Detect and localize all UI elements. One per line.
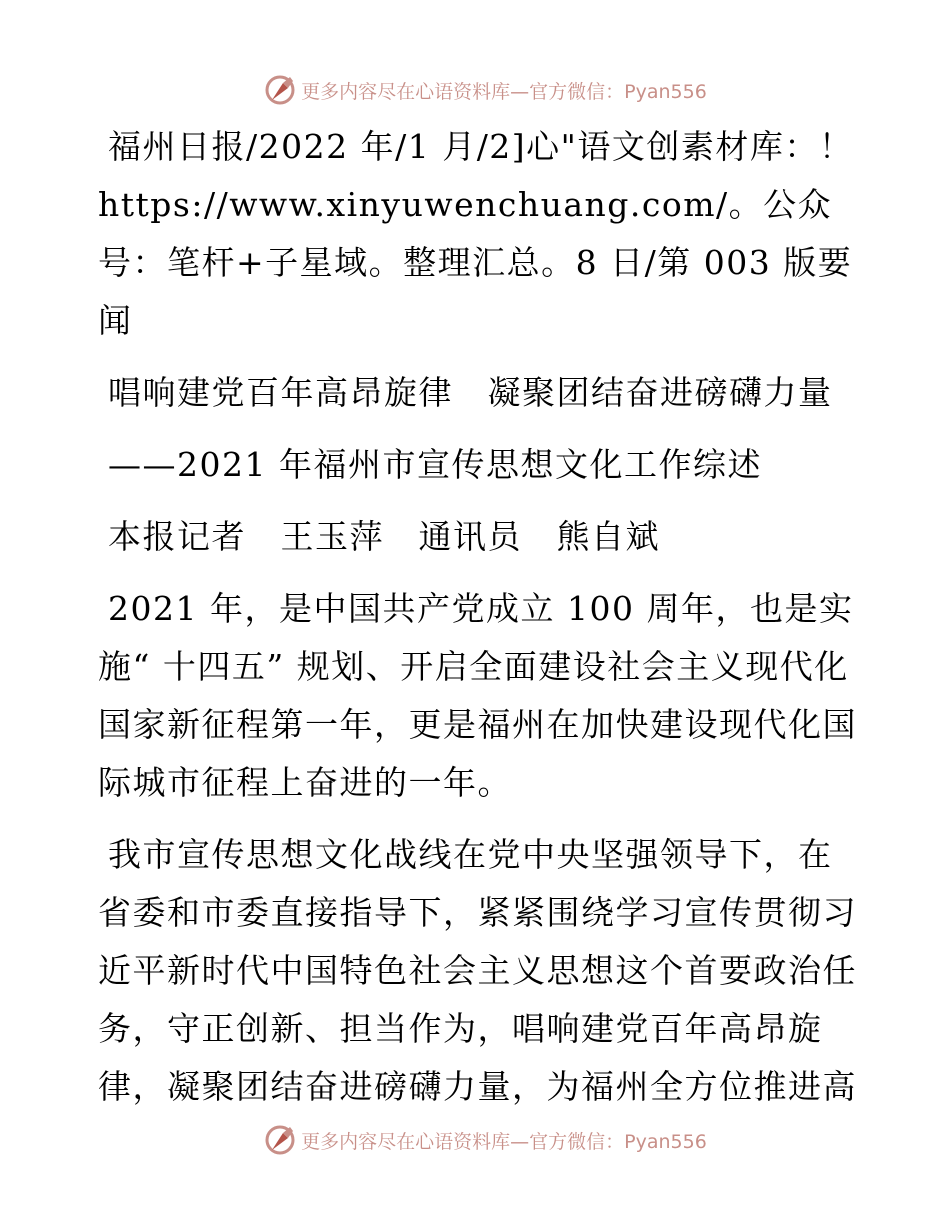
paragraph: 我市宣传思想文化战线在党中央坚强领导下，在省委和市委直接指导下，紧紧围绕学习宣传贯彻习近平新时代中国特色社会主义思想这个首要政治任务，守正创新、担当作为，唱响建党百年高昂旋律，凝聚团结奋进磅礴力量，为福州全方位推进高: [98, 835, 857, 1106]
article-byline: 本报记者 王玉萍 通讯员 熊自斌: [108, 517, 660, 556]
article-body: [98, 118, 858, 1130]
watermark-text: 更多内容尽在心语资料库—官方微信：Pyan556: [301, 80, 707, 103]
watermark-text: 更多内容尽在心语资料库—官方微信：Pyan556: [301, 1130, 707, 1153]
header-watermark: [0, 70, 950, 110]
article-subtitle: ——2021 年福州市宣传思想文化工作综述: [108, 445, 762, 484]
pen-nib-icon: [263, 73, 297, 107]
pen-nib-icon: [263, 1123, 297, 1157]
article-meta: 福州日报/2022 年/1 月/2]心"语文创素材库：！https://www.xinyuwenchuang.com/。公众号：笔杆+子星域。整理汇总。8 日/第 003 版要闻: [98, 127, 854, 340]
paragraph: 2021 年，是中国共产党成立 100 周年，也是实施“ 十四五” 规划、开启全面建设社会主义现代化国家新征程第一年，更是福州在加快建设现代化国际城市征程上奋进的一年。: [98, 589, 857, 802]
article-title: 唱响建党百年高昂旋律 凝聚团结奋进磅礴力量: [108, 373, 833, 412]
footer-watermark: [0, 1120, 950, 1160]
watermark-group: [263, 73, 707, 107]
watermark-group: [263, 1123, 707, 1157]
